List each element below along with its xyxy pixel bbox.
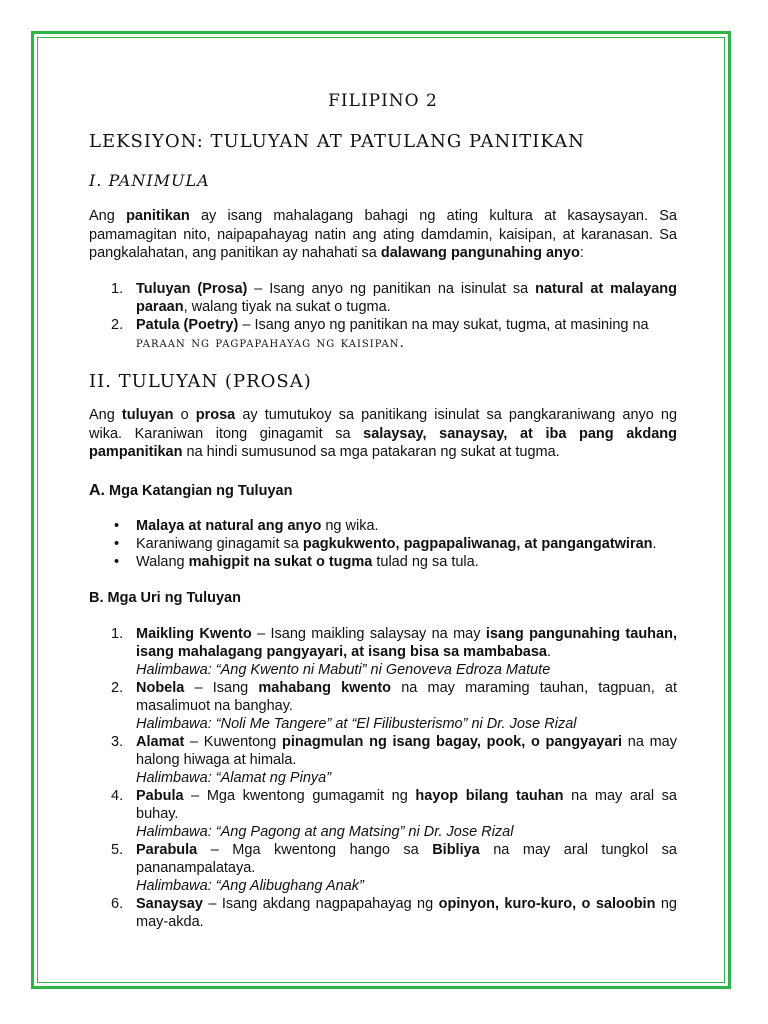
list-item: 1. Maikling Kwento – Isang maikling salaysay na may isang pangunahing tauhan, isang mahalagang pangyayari, at isang bisa sa mambabasa. Halimbawa: “Ang Kwento ni Mabuti” ni Genoveva Edroza Matute (111, 626, 677, 678)
document-title: FILIPINO 2 (328, 91, 438, 111)
list-item: • Karaniwang ginagamit sa pagkukwento, pagpapaliwanag, at pangangatwiran. (114, 536, 657, 552)
list-item: 2. Nobela – Isang mahabang kwento na may maraming tauhan, tagpuan, at masalimuot na banghay. Halimbawa: “Noli Me Tangere” at “El Filibusterismo” ni Dr. Jose Rizal (111, 680, 677, 732)
subheading-katangian: A. Mga Katangian ng Tuluyan (89, 482, 293, 499)
list-item: 1. Tuluyan (Prosa) – Isang anyo ng panitikan na isinulat sa natural at malayang paraan, walang tiyak na sukat o tugma. (111, 281, 678, 315)
list-item: 5. Parabula – Mga kwentong hango sa Bibliya na may aral tungkol sa pananampalataya. Halimbawa: “Ang Alibughang Anak” (111, 842, 677, 894)
section-heading-panimula: I. PANIMULA (89, 171, 210, 190)
anyo-list (89, 280, 677, 352)
list-item: • Malaya at natural ang anyo ng wika. (114, 518, 379, 534)
list-item: 4. Pabula – Mga kwentong gumagamit ng hayop bilang tauhan na may aral sa buhay. Halimbawa: “Ang Pagong at ang Matsing” ni Dr. Jose Rizal (111, 788, 677, 840)
tuluyan-paragraph: Ang tuluyan o prosa ay tumutukoy sa panitikang isinulat sa pangkaraniwang anyo ng wika. Karaniwan itong ginagamit sa salaysay, sanaysay, at iba pang akdang pampanitikan na hindi sumusunod sa mga patakaran ng sukat at tugma. (89, 407, 678, 460)
list-item: 6. Sanaysay – Isang akdang nagpapahayag ng opinyon, kuro-kuro, o saloobin ng may-akda. (111, 896, 677, 930)
uri-list (89, 625, 677, 931)
katangian-list (89, 517, 677, 571)
list-item: 3. Alamat – Kuwentong pinagmulan ng isang bagay, pook, o pangyayari na may halong hiwaga at himala. Halimbawa: “Alamat ng Pinya” (111, 734, 677, 786)
intro-paragraph: Ang panitikan ay isang mahalagang bahagi ng ating kultura at kasaysayan. Sa pamamagitan nito, naipapahayag natin ang ating damdamin, kaisipan, at karanasan. Sa pangkalahatan, ang panitikan ay nahahati sa dalawang pangunahing anyo: (89, 208, 677, 261)
subheading-uri: B. Mga Uri ng Tuluyan (89, 590, 241, 606)
list-item: • Walang mahigpit na sukat o tugma tulad ng sa tula. (114, 554, 479, 570)
list-item: 2. Patula (Poetry) – Isang anyo ng panitikan na may sukat, tugma, at masining na paraan ng pagpapahayag ng kaisipan. (111, 317, 649, 351)
section-heading-tuluyan: II. TULUYAN (PROSA) (89, 371, 312, 392)
lesson-title: LEKSIYON: TULUYAN AT PATULANG PANITIKAN (89, 131, 585, 152)
